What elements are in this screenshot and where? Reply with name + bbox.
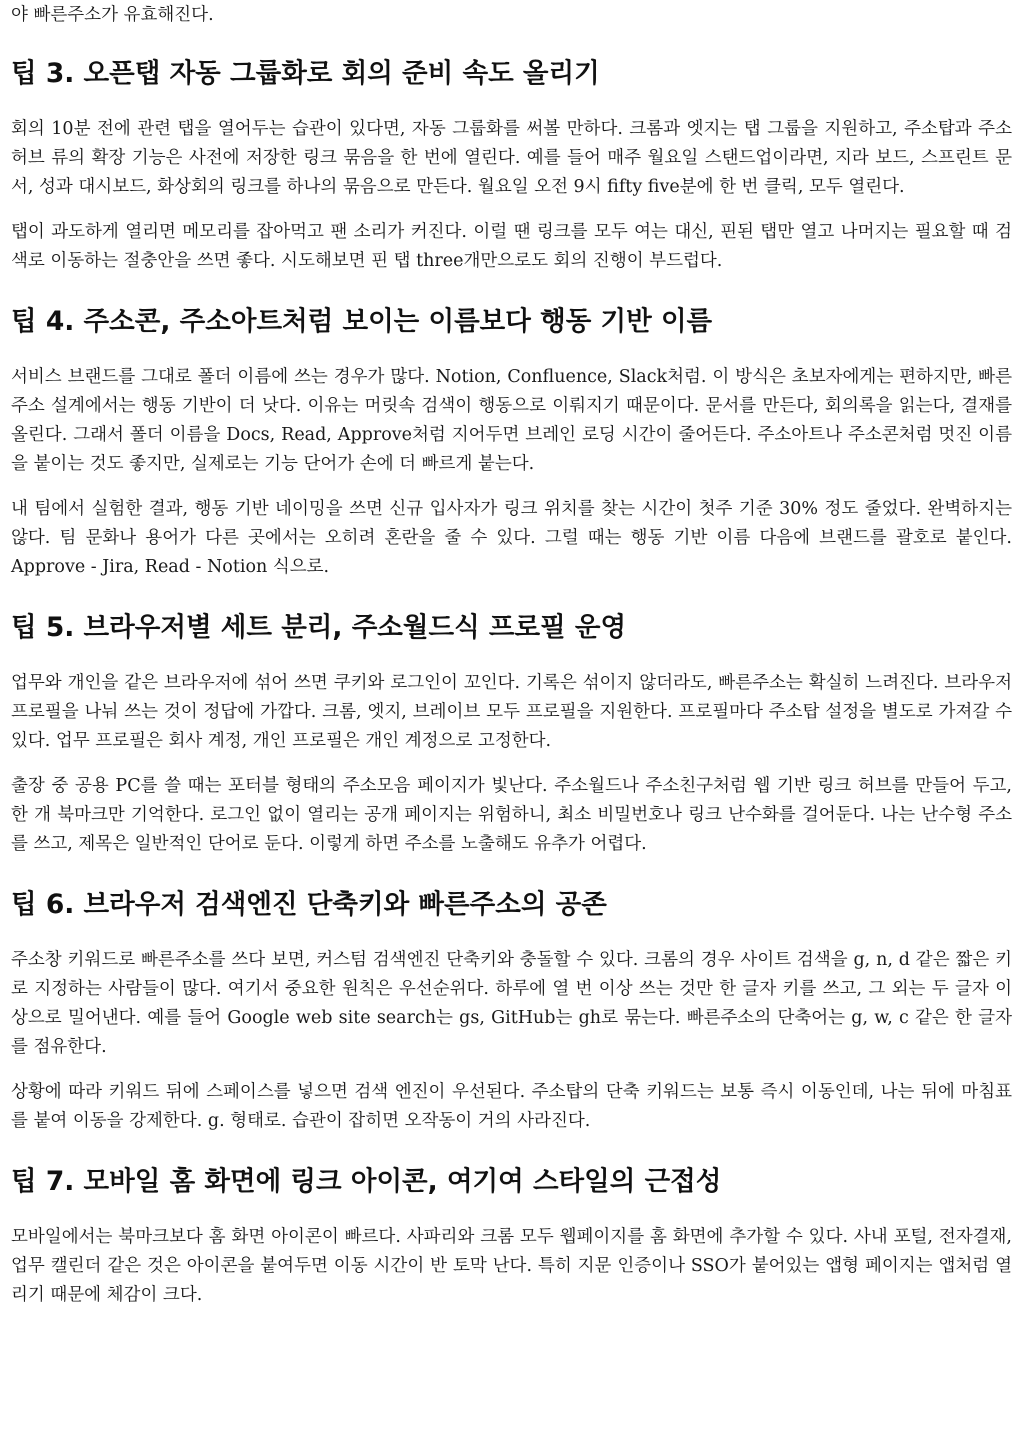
section-tip-4 [11, 304, 1012, 582]
section-tip-7 [11, 1164, 1012, 1310]
section-heading: 팁 5. 브라우저별 세트 분리, 주소월드식 프로필 운영 [11, 612, 627, 643]
paragraph: 업무와 개인을 같은 브라우저에 섞어 쓰면 쿠키와 로그인이 꼬인다. 기록은 섞이지 않더라도, 빠른주소는 확실히 느려진다. 브라우저 프로필을 나눠 쓰는 것이 정답에 가깝다. 크롬, 엣지, 브레이브 모두 프로필을 지원한다. 프로필마다 주소탑 설정을 별도로 가져갈 수 있다. 업무 프로필은 회사 계정, 개인 프로필은 개인 계정으로 고정한다. [11, 673, 1012, 751]
section-heading: 팁 7. 모바일 홈 화면에 링크 아이콘, 여기여 스타일의 근접성 [11, 1166, 722, 1197]
paragraph: 주소창 키워드로 빠른주소를 쓰다 보면, 커스텀 검색엔진 단축키와 충돌할 수 있다. 크롬의 경우 사이트 검색을 g, n, d 같은 짧은 키로 지정하는 사람들이 많다. 여기서 중요한 원칙은 우선순위다. 하루에 열 번 이상 쓰는 것만 한 글자 키를 쓰고, 그 외는 두 글자 이상으로 밀어낸다. 예를 들어 Google web site search는 gs, GitHub는 gh로 묶는다. 빠른주소의 단축어는 g, w, c 같은 한 글자를 점유한다. [11, 950, 1012, 1057]
paragraph: 내 팀에서 실험한 결과, 행동 기반 네이밍을 쓰면 신규 입사자가 링크 위치를 찾는 시간이 첫주 기준 30% 정도 줄었다. 완벽하지는 않다. 팀 문화나 용어가 다른 곳에서는 오히려 혼란을 줄 수 있다. 그럴 때는 행동 기반 이름 다음에 브랜드를 괄호로 붙인다. Approve - Jira, Read - Notion 식으로. [11, 499, 1012, 577]
section-heading: 팁 4. 주소콘, 주소아트처럼 보이는 이름보다 행동 기반 이름 [11, 306, 713, 337]
section-heading: 팁 6. 브라우저 검색엔진 단축키와 빠른주소의 공존 [11, 889, 607, 920]
paragraph: 출장 중 공용 PC를 쓸 때는 포터블 형태의 주소모음 페이지가 빛난다. 주소월드나 주소친구처럼 웹 기반 링크 허브를 만들어 두고, 한 개 북마크만 기억한다. 로그인 없이 열리는 공개 페이지는 위험하니, 최소 비밀번호나 링크 난수화를 걸어둔다. 나는 난수형 주소를 쓰고, 제목은 일반적인 단어로 둔다. 이렇게 하면 주소를 노출해도 유추가 어렵다. [11, 776, 1012, 854]
paragraph: 상황에 따라 키워드 뒤에 스페이스를 넣으면 검색 엔진이 우선된다. 주소탑의 단축 키워드는 보통 즉시 이동인데, 나는 뒤에 마침표를 붙여 이동을 강제한다. g. 형태로. 습관이 잡히면 오작동이 거의 사라진다. [11, 1082, 1012, 1131]
paragraph: 회의 10분 전에 관련 탭을 열어두는 습관이 있다면, 자동 그룹화를 써볼 만하다. 크롬과 엣지는 탭 그룹을 지원하고, 주소탑과 주소허브 류의 확장 기능은 사전에 저장한 링크 묶음을 한 번에 열린다. 예를 들어 매주 월요일 스탠드업이라면, 지라 보드, 스프린트 문서, 성과 대시보드, 화상회의 링크를 하나의 묶음으로 만든다. 월요일 오전 9시 fifty five분에 한 번 클릭, 모두 열린다. [11, 119, 1012, 197]
intro-text: 야 빠른주소가 유효해진다. [11, 5, 214, 25]
section-heading: 팁 3. 오픈탭 자동 그룹화로 회의 준비 속도 올리기 [11, 58, 600, 89]
paragraph: 모바일에서는 북마크보다 홈 화면 아이콘이 빠르다. 사파리와 크롬 모두 웹페이지를 홈 화면에 추가할 수 있다. 사내 포털, 전자결재, 업무 캘린더 같은 것은 아이콘을 붙여두면 이동 시간이 반 토막 난다. 특히 지문 인증이나 SSO가 붙어있는 앱형 페이지는 앱처럼 열리기 때문에 체감이 크다. [11, 1227, 1012, 1305]
paragraph: 서비스 브랜드를 그대로 폴더 이름에 쓰는 경우가 많다. Notion, Confluence, Slack처럼. 이 방식은 초보자에게는 편하지만, 빠른주소 설계에서는 행동 기반이 더 낫다. 이유는 머릿속 검색이 행동으로 이뤄지기 때문이다. 문서를 만든다, 회의록을 읽는다, 결재를 올린다. 그래서 폴더 이름을 Docs, Read, Approve처럼 지어두면 브레인 로딩 시간이 줄어든다. 주소아트나 주소콘처럼 멋진 이름을 붙이는 것도 좋지만, 실제로는 기능 단어가 손에 더 빠르게 붙는다. [11, 367, 1012, 474]
section-tip-5 [11, 610, 1012, 859]
section-tip-3 [11, 56, 1012, 276]
paragraph: 탭이 과도하게 열리면 메모리를 잡아먹고 팬 소리가 커진다. 이럴 땐 링크를 모두 여는 대신, 핀된 탭만 열고 나머지는 필요할 때 검색로 이동하는 절충안을 쓰면 좋다. 시도해보면 핀 탭 three개만으로도 회의 진행이 부드럽다. [11, 222, 1013, 271]
section-tip-6 [11, 887, 1012, 1136]
